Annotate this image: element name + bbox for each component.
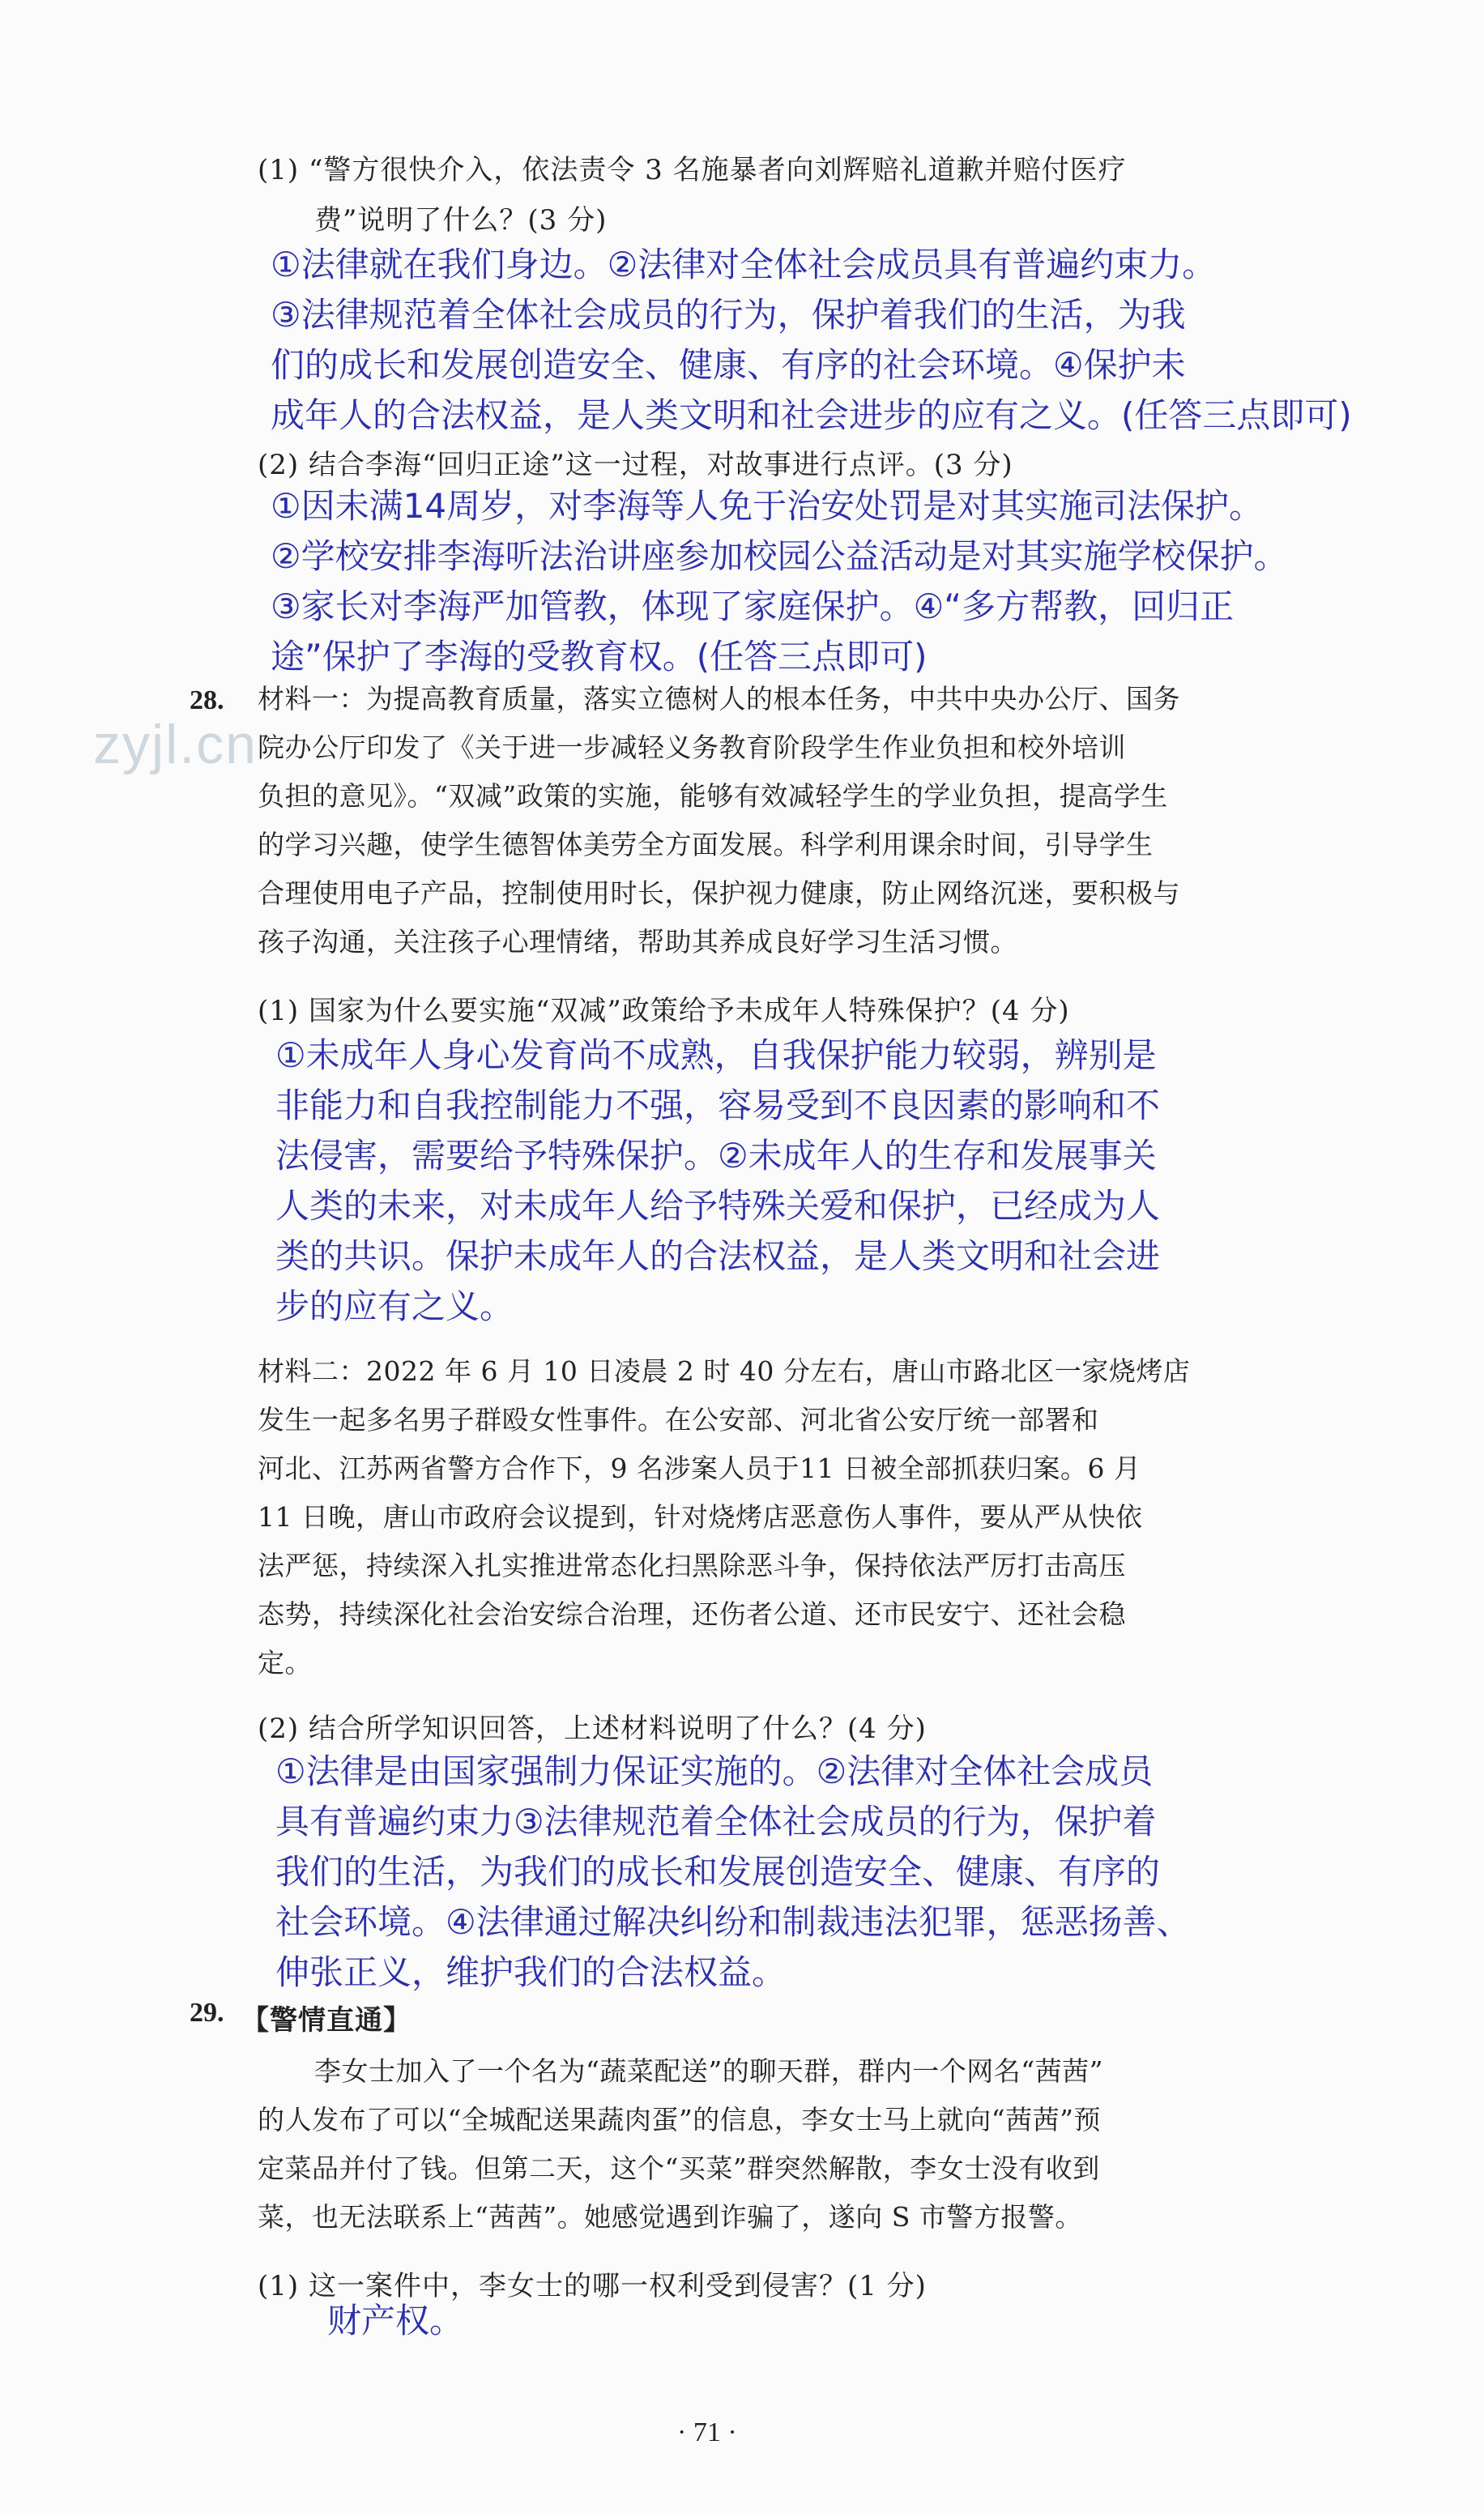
q28-ans1-line: 人类的未来，对未成年人给予特殊关爱和保护，已经成为人 bbox=[275, 1186, 1161, 1226]
q28-ans1-line: 法侵害，需要给予特殊保护。②未成年人的生存和发展事关 bbox=[275, 1136, 1157, 1175]
q28-material2-line: 定。 bbox=[258, 1647, 312, 1679]
q29-heading: 【警情直通】 bbox=[241, 2004, 412, 2037]
q27-sub1-line1: (1) “警方很快介入，依法责令 3 名施暴者向刘辉赔礼道歉并赔付医疗 bbox=[258, 154, 1127, 186]
q28-ans2-line: 具有普遍约束力③法律规范着全体社会成员的行为，保护着 bbox=[275, 1802, 1157, 1841]
q27-ans2-line: ①因未满14周岁，对李海等人免于治安处罚是对其实施司法保护。 bbox=[271, 486, 1264, 526]
q29-number: 29. bbox=[190, 1998, 224, 2028]
q28-ans1-line: 步的应有之义。 bbox=[275, 1286, 514, 1326]
q28-ans2-line: 我们的生活，为我们的成长和发展创造安全、健康、有序的 bbox=[275, 1852, 1161, 1892]
q28-ans1-line: 类的共识。保护未成年人的合法权益，是人类文明和社会进 bbox=[275, 1236, 1161, 1276]
q27-ans1-line: 成年人的合法权益，是人类文明和社会进步的应有之义。(任答三点即可) bbox=[271, 395, 1352, 435]
q28-material1-line: 院办公厅印发了《关于进一步减轻义务教育阶段学生作业负担和校外培训 bbox=[258, 732, 1126, 763]
q28-material1-line: 负担的意见》。“双减”政策的实施，能够有效减轻学生的学业负担，提高学生 bbox=[258, 780, 1168, 812]
q28-ans1-line: ①未成年人身心发育尚不成熟，自我保护能力较弱，辨别是 bbox=[275, 1035, 1157, 1075]
q29-para-line: 的人发布了可以“全城配送果蔬肉蛋”的信息，李女士马上就向“茜茜”预 bbox=[258, 2104, 1101, 2135]
q28-material2-line: 材料二：2022 年 6 月 10 日凌晨 2 时 40 分左右，唐山市路北区一家烧烤店 bbox=[258, 1355, 1191, 1387]
q28-sub1: (1) 国家为什么要实施“双减”政策给予未成年人特殊保护？(4 分) bbox=[258, 995, 1070, 1027]
q28-ans2-line: 伸张正义，维护我们的合法权益。 bbox=[275, 1952, 787, 1992]
q27-ans1-line: ③法律规范着全体社会成员的行为，保护着我们的生活，为我 bbox=[271, 295, 1186, 335]
q29-para-line: 李女士加入了一个名为“蔬菜配送”的聊天群，群内一个网名“茜茜” bbox=[314, 2055, 1103, 2087]
q27-ans2-line: ②学校安排李海听法治讲座参加校园公益活动是对其实施学校保护。 bbox=[271, 536, 1288, 576]
q27-ans2-line: 途”保护了李海的受教育权。(任答三点即可) bbox=[271, 637, 927, 676]
q29-para-line: 菜，也无法联系上“茜茜”。她感觉遇到诈骗了，遂向 S 市警方报警。 bbox=[258, 2201, 1082, 2233]
q28-ans2-line: ①法律是由国家强制力保证实施的。②法律对全体社会成员 bbox=[275, 1751, 1154, 1791]
q27-ans1-line: ①法律就在我们身边。②法律对全体社会成员具有普遍约束力。 bbox=[271, 245, 1217, 284]
watermark: zyjl.cn bbox=[93, 714, 258, 775]
q28-material1-line: 孩子沟通，关注孩子心理情绪，帮助其养成良好学习生活习惯。 bbox=[258, 926, 1017, 958]
q28-ans1-line: 非能力和自我控制能力不强，容易受到不良因素的影响和不 bbox=[275, 1086, 1161, 1125]
q27-ans1-line: 们的成长和发展创造安全、健康、有序的社会环境。④保护未 bbox=[271, 345, 1186, 385]
q28-material2-line: 河北、江苏两省警方合作下，9 名涉案人员于11 日被全部抓获归案。6 月 bbox=[258, 1453, 1141, 1484]
q27-sub2: (2) 结合李海“回归正途”这一过程，对故事进行点评。(3 分) bbox=[258, 449, 1013, 481]
q27-ans2-line: ③家长对李海严加管教，体现了家庭保护。④“多方帮教，回归正 bbox=[271, 587, 1235, 626]
q27-sub1-line2: 费”说明了什么？(3 分) bbox=[314, 204, 608, 237]
q28-material2-line: 发生一起多名男子群殴女性事件。在公安部、河北省公安厅统一部署和 bbox=[258, 1404, 1099, 1436]
q28-material1-line: 合理使用电子产品，控制使用时长，保护视力健康，防止网络沉迷，要积极与 bbox=[258, 877, 1180, 909]
q28-number: 28. bbox=[190, 685, 224, 715]
q28-material1-line: 的学习兴趣，使学生德智体美劳全方面发展。科学利用课余时间，引导学生 bbox=[258, 829, 1154, 860]
q29-para-line: 定菜品并付了钱。但第二天，这个“买菜”群突然解散，李女士没有收到 bbox=[258, 2152, 1100, 2184]
q29-ans1: 财产权。 bbox=[327, 2301, 464, 2340]
q28-material1-line: 材料一：为提高教育质量，落实立德树人的根本任务，中共中央办公厅、国务 bbox=[258, 683, 1180, 715]
page-number: · 71 · bbox=[677, 2417, 737, 2447]
q29-sub1: (1) 这一案件中，李女士的哪一权利受到侵害？(1 分) bbox=[258, 2270, 927, 2302]
q28-material2-line: 态势，持续深化社会治安综合治理，还伤者公道、还市民安宁、还社会稳 bbox=[258, 1598, 1126, 1630]
q28-material2-line: 11 日晚，唐山市政府会议提到，针对烧烤店恶意伤人事件，要从严从快依 bbox=[258, 1501, 1143, 1533]
q28-material2-line: 法严惩，持续深入扎实推进常态化扫黑除恶斗争，保持依法严厉打击高压 bbox=[258, 1550, 1126, 1581]
q28-ans2-line: 社会环境。④法律通过解决纠纷和制裁违法犯罪，惩恶扬善、 bbox=[275, 1902, 1191, 1942]
q28-sub2: (2) 结合所学知识回答，上述材料说明了什么？(4 分) bbox=[258, 1713, 927, 1745]
